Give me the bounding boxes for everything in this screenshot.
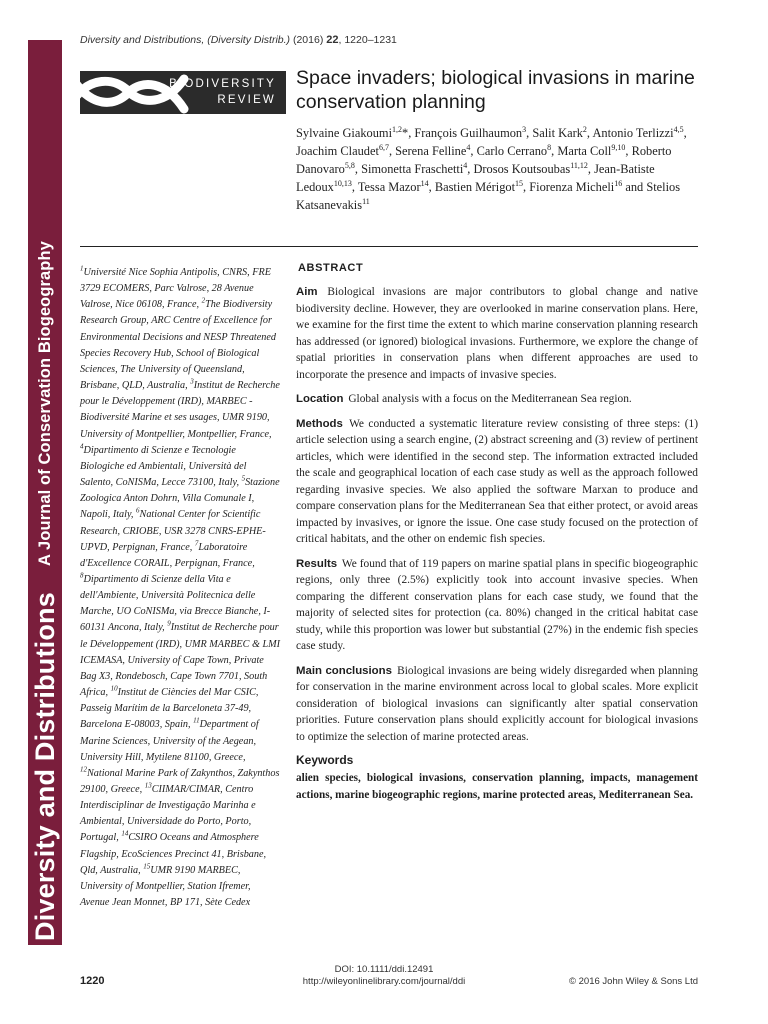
author-name: Bastien Mérigot — [434, 180, 516, 194]
author-separator: , — [470, 144, 477, 158]
author-name: François Guilhaumon — [414, 126, 523, 140]
affiliation-text: Université Nice Sophia Antipolis, CNRS, FRE 3729 ECOMERS, Parc Valrose, 28 Avenue Valrose, Nice 06108, France, — [80, 267, 271, 311]
author-affiliation-marker: 4 — [466, 142, 471, 152]
aim-text: Biological invasions are major contributors to global change and native biodiversity decline. However, they are overlooked in marine conservation plans. Here, we examine for the first time the extent to which marine conservation planning research has addressed (or ignored) biological invasions. Furthermore, we explore the change of spatial priorities in conservation plans when different approaches are used to incorporate the presence and impacts of invasive species. — [296, 286, 698, 381]
running-head-year: (2016) — [292, 34, 324, 46]
author-affiliation-marker: 5,8 — [344, 160, 355, 170]
affiliation-number: 14 — [121, 830, 129, 839]
affiliation-text: Laboratoire d'Excellence CORAIL, Perpignan, France, — [80, 541, 255, 569]
author-affiliation-marker: 4 — [463, 160, 468, 170]
author-name: Jean-Batiste Ledoux — [296, 162, 655, 194]
methods-text: We conducted a systematic literature review consisting of three steps: (1) article selection using a search engine, (2) abstract screening and (3) review of pertinent articles, which were identified in the second step. The information extracted included the scale and geographical location of each case study as well as the approach followed regarding invasive species. We also applied the software Marxan to produce and compare conservation plans for the Mediterranean Sea that either protect, or avoid areas impacted by invasives, or ignore the issue. One case study focused on the protection of critical habitats, and the other on endemic fish species. — [296, 417, 698, 545]
author-affiliation-marker: 8 — [547, 142, 552, 152]
author-list — [296, 124, 696, 214]
journal-band-title: Diversity and Distributions — [29, 592, 60, 941]
author-name: Marta Coll — [557, 144, 612, 158]
author-name: Drosos Koutsoubas — [473, 162, 571, 176]
location-text: Global analysis with a focus on the Mediterranean Sea region. — [348, 393, 632, 405]
author-separator: and — [622, 180, 647, 194]
copyright: © 2016 John Wiley & Sons Ltd — [569, 976, 698, 987]
affiliation-text: The Biodiversity Research Group, ARC Centre of Excellence for Environmental Decisions and NESP Threatened Species Recovery Hub, School of Biological Sciences, The University of Queensland, Brisbane, QLD, Australia, — [80, 299, 276, 392]
author-name: Joachim Claudet — [296, 144, 379, 158]
author-separator: , — [551, 144, 558, 158]
abstract-results — [296, 556, 698, 655]
affiliation-number: 12 — [80, 765, 87, 774]
author-affiliation-marker: 1,2 — [392, 124, 403, 134]
author-name: Simonetta Fraschetti — [361, 162, 464, 176]
author-affiliation-marker: 15 — [515, 178, 524, 188]
author-affiliation-marker: 14 — [420, 178, 429, 188]
aim-label: Aim — [296, 286, 318, 298]
author-separator: , — [625, 144, 632, 158]
affiliation-text: National Marine Park of Zakynthos, Zakynthos 29100, Greece, — [80, 767, 280, 795]
affiliation-text: Institut de Recherche pour le Développement (IRD), UMR MARBEC & LMI ICEMASA, University of Cape Town, Private Bag X3, Rondebosch, Cape Town 7701, South Africa, — [80, 622, 281, 699]
abstract-aim — [296, 284, 698, 383]
author-affiliation-marker: 9,10 — [611, 142, 626, 152]
page-number: 1220 — [80, 975, 105, 987]
affiliation-number: 1 — [80, 264, 84, 273]
abstract-conclusions — [296, 663, 698, 746]
affiliation-text: Department of Marine Sciences, University of the Aegean, University Hill, Mytilene 81100, Greece, — [80, 719, 259, 763]
author-affiliation-marker: 10,13 — [333, 178, 352, 188]
author-separator: , — [523, 180, 530, 194]
affiliation-text: Dipartimento di Scienze e Tecnologie Biologiche ed Ambientali, Università del Salento, CoNISMa, Lecce 73100, Italy, — [80, 444, 247, 489]
author-separator: , — [526, 126, 533, 140]
affiliation-number: 8 — [80, 571, 84, 580]
author-name: Tessa Mazor — [357, 180, 421, 194]
running-head — [80, 34, 397, 46]
affiliation-number: 6 — [136, 506, 140, 515]
author-separator: , — [683, 126, 687, 140]
author-affiliation-marker: 11,12 — [570, 160, 588, 170]
affiliation-text: CSIRO Oceans and Atmosphere Flagship, EcoSciences Precinct 41, Brisbane, Qld, Australia, — [80, 832, 267, 876]
affiliation-text: Institut de Recherche pour le Développement (IRD), MARBEC - Biodiversité Marine et ses usages, UMR 9190, University of Montpellier, Montpellier, France, — [80, 380, 280, 440]
journal-url-link[interactable]: http://wileyonlinelibrary.com/journal/ddi — [302, 976, 466, 987]
author-separator: , — [467, 162, 474, 176]
author-name: Serena Felline — [395, 144, 467, 158]
methods-label: Methods — [296, 417, 343, 430]
author-affiliation-marker: 2 — [582, 124, 587, 134]
affiliation-number: 2 — [201, 296, 206, 305]
journal-side-band — [28, 40, 62, 945]
author-name: Salit Kark — [532, 126, 583, 140]
keywords-heading: Keywords — [296, 753, 354, 767]
author-name: Antonio Terlizzi — [592, 126, 674, 140]
location-label: Location — [296, 393, 344, 405]
author-separator: , — [586, 126, 593, 140]
affiliation-text: Institut de Ciències del Mar CSIC, Passeig Marítim de la Barceloneta 37-49, Barcelona E-08003, Spain, — [80, 687, 259, 731]
affiliation-number: 4 — [80, 442, 84, 451]
abstract-location — [296, 391, 698, 408]
author-separator: , — [428, 180, 435, 194]
article-title: Space invaders; biological invasions in marine conservation planning — [296, 67, 695, 113]
affiliation-number: 9 — [167, 620, 171, 629]
author-separator: , — [587, 162, 595, 176]
author-affiliation-marker: 16 — [614, 178, 623, 188]
author-affiliation-marker: 6,7 — [378, 142, 389, 152]
badge-line-2: REVIEW — [217, 94, 276, 106]
running-head-volume: 22 — [326, 34, 339, 46]
journal-band-subtitle: A Journal of Conservation Biogeography — [35, 241, 54, 567]
author-name: Carlo Cerrano — [476, 144, 548, 158]
affiliation-number: 13 — [144, 781, 152, 790]
affiliation-text: UMR 9190 MARBEC, University of Montpellier, Station Ifremer, Avenue Jean Monnet, BP 171, Sète Cedex — [80, 864, 251, 909]
author-separator: , — [388, 144, 396, 158]
affiliation-number: 10 — [110, 684, 118, 693]
conclusions-label: Main conclusions — [296, 664, 392, 677]
header-divider — [80, 246, 698, 247]
affiliations-column — [80, 265, 280, 911]
affiliation-number: 15 — [143, 862, 151, 871]
affiliation-text: Stazione Zoologica Anton Dohrn, Villa Comunale I, Napoli, Italy, — [80, 477, 280, 521]
affiliation-text: Dipartimento di Scienze della Vita e dell'Ambiente, Università Politecnica delle Marche, UO CoNISMa, via Brecce Bianche, I-60131 Ancona, Italy, — [80, 573, 271, 634]
abstract-heading: ABSTRACT — [298, 262, 364, 274]
results-text: We found that of 119 papers on marine spatial plans in specific biogeographic regions, only three (2.5%) explicitly took into account invasive species. When comparing the different conservation plans for each case study, we found that the majority of selected sites for protection (ca. 80%) changed in the critical habitat case study, while this proportion was lower but substantial (27%) in the endemic fish species case study. — [296, 557, 698, 652]
abstract-section — [296, 262, 698, 803]
badge-line-1: BIODIVERSITY — [169, 78, 276, 90]
author-separator: , — [351, 180, 358, 194]
affiliation-number: 5 — [241, 474, 246, 483]
running-head-pages: , 1220–1231 — [338, 34, 397, 46]
author-affiliation-marker: 11 — [362, 196, 370, 206]
affiliation-text: CIIMAR/CIMAR, Centro Interdisciplinar de Investigação Marinha e Ambiental, Universidade do Porto, Porto, Portugal, — [80, 784, 256, 844]
running-head-journal: Diversity and Distributions, (Diversity Distrib.) — [80, 34, 291, 46]
affiliation-number: 11 — [193, 716, 200, 725]
author-affiliation-marker: 3 — [522, 124, 527, 134]
author-name: Sylvaine Giakoumi — [296, 126, 393, 140]
biodiversity-review-badge — [80, 71, 286, 114]
author-separator: , — [354, 162, 362, 176]
author-name: Fiorenza Micheli — [529, 180, 615, 194]
keywords-list: alien species, biological invasions, conservation planning, impacts, management actions, marine biogeographic regions, marine protected areas, Mediterranean Sea. — [296, 772, 698, 801]
doi-link[interactable]: DOI: 10.1111/ddi.12491 — [334, 964, 434, 975]
affiliation-number: 7 — [194, 539, 199, 548]
results-label: Results — [296, 557, 338, 570]
abstract-methods — [296, 416, 698, 548]
author-separator: *, — [402, 126, 415, 140]
author-name: Stelios Katsanevakis — [296, 180, 681, 212]
author-affiliation-marker: 4,5 — [673, 124, 684, 134]
affiliation-number: 3 — [190, 377, 194, 386]
author-name: Roberto Danovaro — [296, 144, 672, 176]
affiliation-text: National Center for Scientific Research, CRIOBE, USR 3278 CNRS-EPHE-UPVD, Perpignan, France, — [80, 509, 266, 553]
conclusions-text: Biological invasions are being widely disregarded when planning for conservation in the marine environment across local to global scales. More explicit consideration of biological invasions can significantly alter spatial conservation priorities. Future conservation plans should explicitly account for biological invasions to optimize the selection of marine protected areas. — [296, 664, 698, 743]
